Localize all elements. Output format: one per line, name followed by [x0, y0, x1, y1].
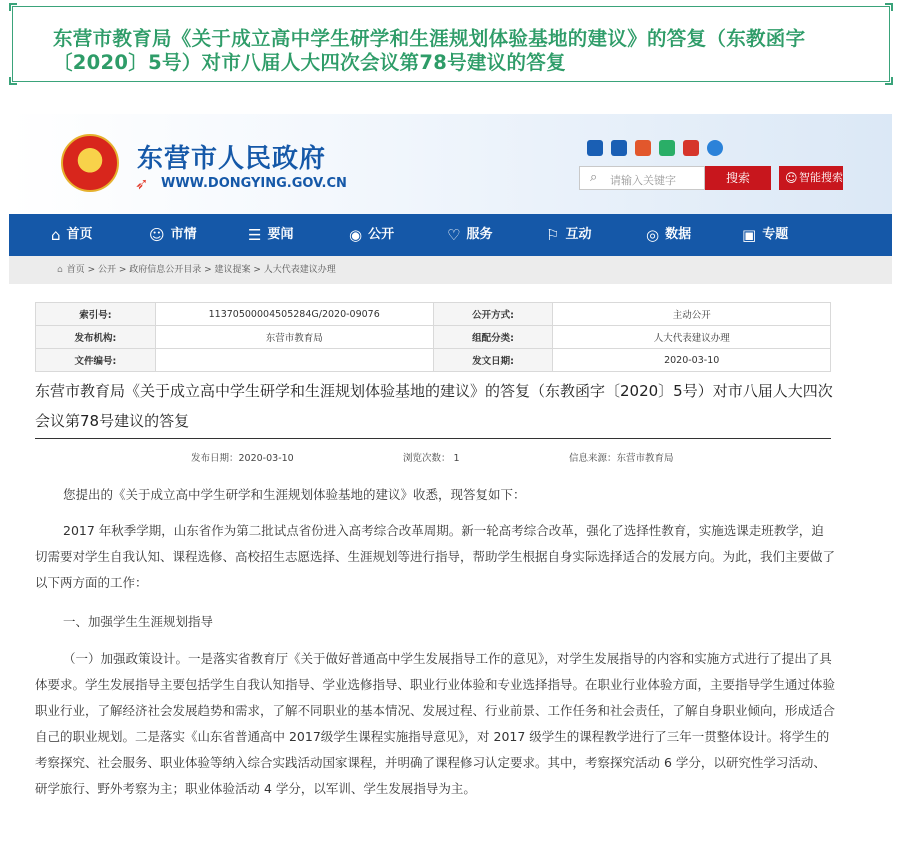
search-button[interactable]: 搜索: [705, 166, 771, 190]
gov-website: [9, 114, 892, 849]
publish-date: 发布日期：2020-03-10: [191, 453, 294, 464]
city-icon: ☺: [149, 226, 165, 244]
meta-value: 东营市教育局: [155, 326, 433, 349]
meta-label: 发布机构:: [36, 326, 156, 349]
title-divider: [35, 438, 831, 439]
smart-search-label: 智能搜索: [799, 171, 843, 184]
article-paragraph: 您提出的《关于成立高中学生研学和生涯规划体验基地的建议》收悉，现答复如下：: [63, 487, 526, 502]
site-name[interactable]: 东营市人民政府: [137, 144, 327, 174]
banner-corner: [885, 3, 893, 11]
meta-value: [155, 349, 433, 372]
mobile-icon[interactable]: [611, 140, 627, 156]
search-placeholder: 请输入关键字: [610, 174, 676, 187]
swoosh-icon: ➶: [135, 174, 149, 193]
nav-item-topics[interactable]: [742, 214, 832, 256]
nav-label: 要闻: [267, 227, 294, 242]
nav-label: 首页: [66, 227, 93, 242]
meta-label: 发文日期:: [433, 349, 553, 372]
article-title: 东营市教育局《关于成立高中学生研学和生涯规划体验基地的建议》的答复（东教函字〔2020〕5号）对市八届人大四次会议第78号建议的答复: [35, 382, 833, 430]
weibo-icon[interactable]: [683, 140, 699, 156]
nav-item-home[interactable]: [51, 214, 149, 256]
nav-item-news[interactable]: [248, 214, 349, 256]
wechat-icon[interactable]: [659, 140, 675, 156]
nav-item-public[interactable]: [349, 214, 447, 256]
nav-label: 服务: [466, 227, 493, 242]
robot-icon: ☺: [785, 171, 798, 185]
smart-search-button[interactable]: [779, 166, 843, 190]
section-heading: 一、加强学生生涯规划指导: [63, 614, 214, 629]
nav-label: 市情: [170, 227, 197, 242]
site-url[interactable]: WWW.DONGYING.GOV.CN: [161, 176, 347, 191]
xuexi-icon[interactable]: [635, 140, 651, 156]
interact-icon: ⚐: [546, 226, 560, 244]
heart-icon: ♡: [447, 226, 461, 244]
quick-links: [587, 140, 723, 156]
search-icon: ⌕: [590, 170, 598, 185]
banner-title: 东营市教育局《关于成立高中学生研学和生涯规划体验基地的建议》的答复（东教函字〔2020〕5号）对市八届人大四次会议第78号建议的答复: [53, 27, 806, 74]
meta-label: 文件编号:: [36, 349, 156, 372]
breadcrumb: [9, 256, 892, 284]
nav-label: 公开: [368, 227, 395, 242]
breadcrumb-text[interactable]: 首页 > 公开 > 政府信息公开目录 > 建议提案 > 人大代表建议办理: [66, 265, 336, 275]
nav-label: 数据: [665, 227, 692, 242]
meta-value: 人大代表建议办理: [553, 326, 831, 349]
database-icon: ◎: [646, 226, 660, 244]
meta-label: 索引号:: [36, 303, 156, 326]
banner-corner: [885, 77, 893, 85]
accessibility-icon[interactable]: [707, 140, 723, 156]
banner-corner: [9, 3, 17, 11]
meta-value: 2020-03-10: [553, 349, 831, 372]
nav-item-service[interactable]: [447, 214, 546, 256]
site-header: [9, 114, 892, 214]
eye-icon: ◉: [349, 226, 363, 244]
main-nav: [9, 214, 892, 256]
meta-value: 11370500004505284G/2020-09076: [155, 303, 433, 326]
national-emblem-icon[interactable]: ★: [61, 134, 119, 192]
computer-icon[interactable]: [587, 140, 603, 156]
article-banner: [12, 6, 890, 82]
article-paragraph: 2017 年秋季学期，山东省作为第二批试点省份进入高考综合改革周期。新一轮高考综合改革，强化了选择性教育，实施选课走班教学，迫切需要对学生自我认知、课程选修、高校招生志愿选择、生涯规划等进行指导，帮助学生根据自身实际选择适合的发展方向。为此，我们主要做了以下两方面的工作：: [35, 523, 836, 590]
bookmark-icon: ▣: [742, 226, 757, 244]
document-meta-table: [35, 302, 831, 372]
nav-item-data[interactable]: [646, 214, 742, 256]
list-icon: ☰: [248, 226, 262, 244]
meta-label: 公开方式:: [433, 303, 553, 326]
article-paragraph: （一）加强政策设计。一是落实省教育厅《关于做好普通高中学生发展指导工作的意见》，对学生发展指导的内容和实施方式进行了提出了具体要求。学生发展指导主要包括学生自我认知指导、学业选修指导、职业行业体验和专业选择指导。在职业行业体验方面，主要指导学生通过体验职业行业，了解经济社会发展趋势和需求，了解不同职业的基本情况、发展过程、行业前景、工作任务和社会责任，了解自身职业倾向，形成适合自己的职业规划。二是落实《山东省普通高中 2017级学生课程实施指导意见》，对 2017 级学生的课程教学进行了三年一贯整体设计。将学生的考察探究、社会服务、职业体验等纳入综合实践活动国家课程，并明确了课程修习认定要求。其中，考察探究活动 6 学分，以研究性学习活动、研学旅行、野外考察为主；职业体验活动 4 学分，以军训、学生发展指导为主。: [35, 651, 836, 796]
home-icon[interactable]: ⌂: [57, 265, 63, 275]
meta-label: 组配分类:: [433, 326, 553, 349]
view-count: 浏览次数： 1: [403, 453, 460, 464]
nav-label: 专题: [762, 227, 789, 242]
nav-item-city[interactable]: [149, 214, 248, 256]
banner-corner: [9, 77, 17, 85]
nav-label: 互动: [565, 227, 592, 242]
info-source: 信息来源：东营市教育局: [569, 453, 674, 464]
nav-item-interact[interactable]: [546, 214, 646, 256]
search-input[interactable]: [579, 166, 705, 190]
meta-value: 主动公开: [553, 303, 831, 326]
home-icon: ⌂: [51, 226, 61, 244]
